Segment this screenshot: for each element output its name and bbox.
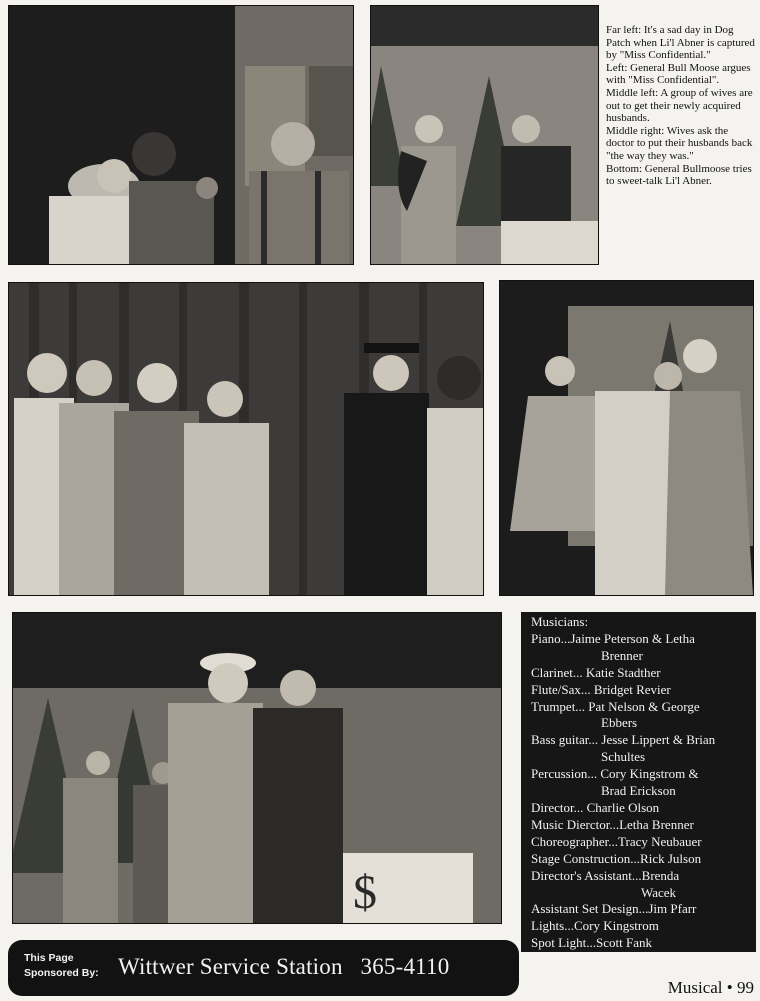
photo-far-left [8, 5, 354, 265]
caption-middle-right: Middle right: Wives ask the doctor to put their husbands back "the way they was." [606, 124, 753, 162]
credit-line: Brenner [601, 647, 643, 663]
photo-caption [606, 24, 756, 188]
photo-left [370, 5, 599, 265]
caption-bottom: Bottom: General Bullmoose tries to sweet-talk Li'l Abner. [606, 162, 752, 188]
credit-line: Spot Light...Scott Fank [531, 935, 652, 951]
credit-line: Director... Charlie Olson [531, 799, 660, 815]
photo-bottom [12, 612, 502, 924]
folio-section: Musical [667, 978, 723, 997]
sponsor-label-line2: Sponsored By: [24, 967, 99, 979]
sponsor-banner [8, 940, 519, 996]
credit-line: Stage Construction...Rick Julson [531, 850, 702, 866]
page-number: 99 [737, 978, 754, 997]
sponsor-name: Wittwer Service Station 365-4110 [118, 954, 450, 979]
musicians-heading: Musicians: [531, 614, 589, 629]
credit-line: Piano...Jaime Peterson & Letha [531, 630, 695, 646]
credit-line: Percussion... Cory Kingstrom & [531, 766, 699, 782]
photo-middle-left [8, 282, 484, 596]
credit-line: Director's Assistant...Brenda [531, 867, 680, 883]
sponsor-label-line1: This Page [24, 952, 74, 964]
credit-line: Brad Erickson [601, 783, 676, 799]
credit-line: Bass guitar... Jesse Lippert & Brian [531, 732, 716, 748]
credit-line: Clarinet... Katie Stadther [531, 664, 661, 680]
photo-left-image [371, 6, 598, 264]
photo-middle-left-image [9, 283, 483, 595]
credit-line: Ebbers [601, 715, 638, 731]
folio-bullet: • [726, 978, 733, 997]
credit-line: Flute/Sax... Bridget Revier [531, 681, 671, 697]
page-folio [668, 978, 754, 998]
credit-line: Choreographer...Tracy Neubauer [531, 833, 702, 849]
photo-middle-right-image [500, 281, 753, 595]
credit-line: Trumpet... Pat Nelson & George [531, 698, 700, 714]
credit-line: Music Dierctor...Letha Brenner [531, 816, 694, 832]
svg-text:$: $ [353, 866, 377, 919]
credit-line: Lights...Cory Kingstrom [531, 918, 659, 934]
photo-far-left-image [9, 6, 353, 264]
credit-line: Schultes [601, 749, 646, 765]
sponsor-label [24, 951, 114, 981]
caption-left: Left: General Bull Moose argues with "Miss Confidential". [606, 61, 751, 87]
credit-line: Assistant Set Design...Jim Pfarr [531, 901, 697, 917]
photo-middle-right [499, 280, 754, 596]
musicians-credits [521, 612, 756, 952]
photo-bottom-image [13, 613, 501, 923]
caption-far-left: Far left: It's a sad day in Dog Patch when Li'l Abner is captured by "Miss Confidential." [606, 24, 755, 62]
caption-middle-left: Middle left: A group of wives are out to get their newly acquired husbands. [606, 86, 753, 125]
credit-line: Wacek [641, 884, 677, 900]
